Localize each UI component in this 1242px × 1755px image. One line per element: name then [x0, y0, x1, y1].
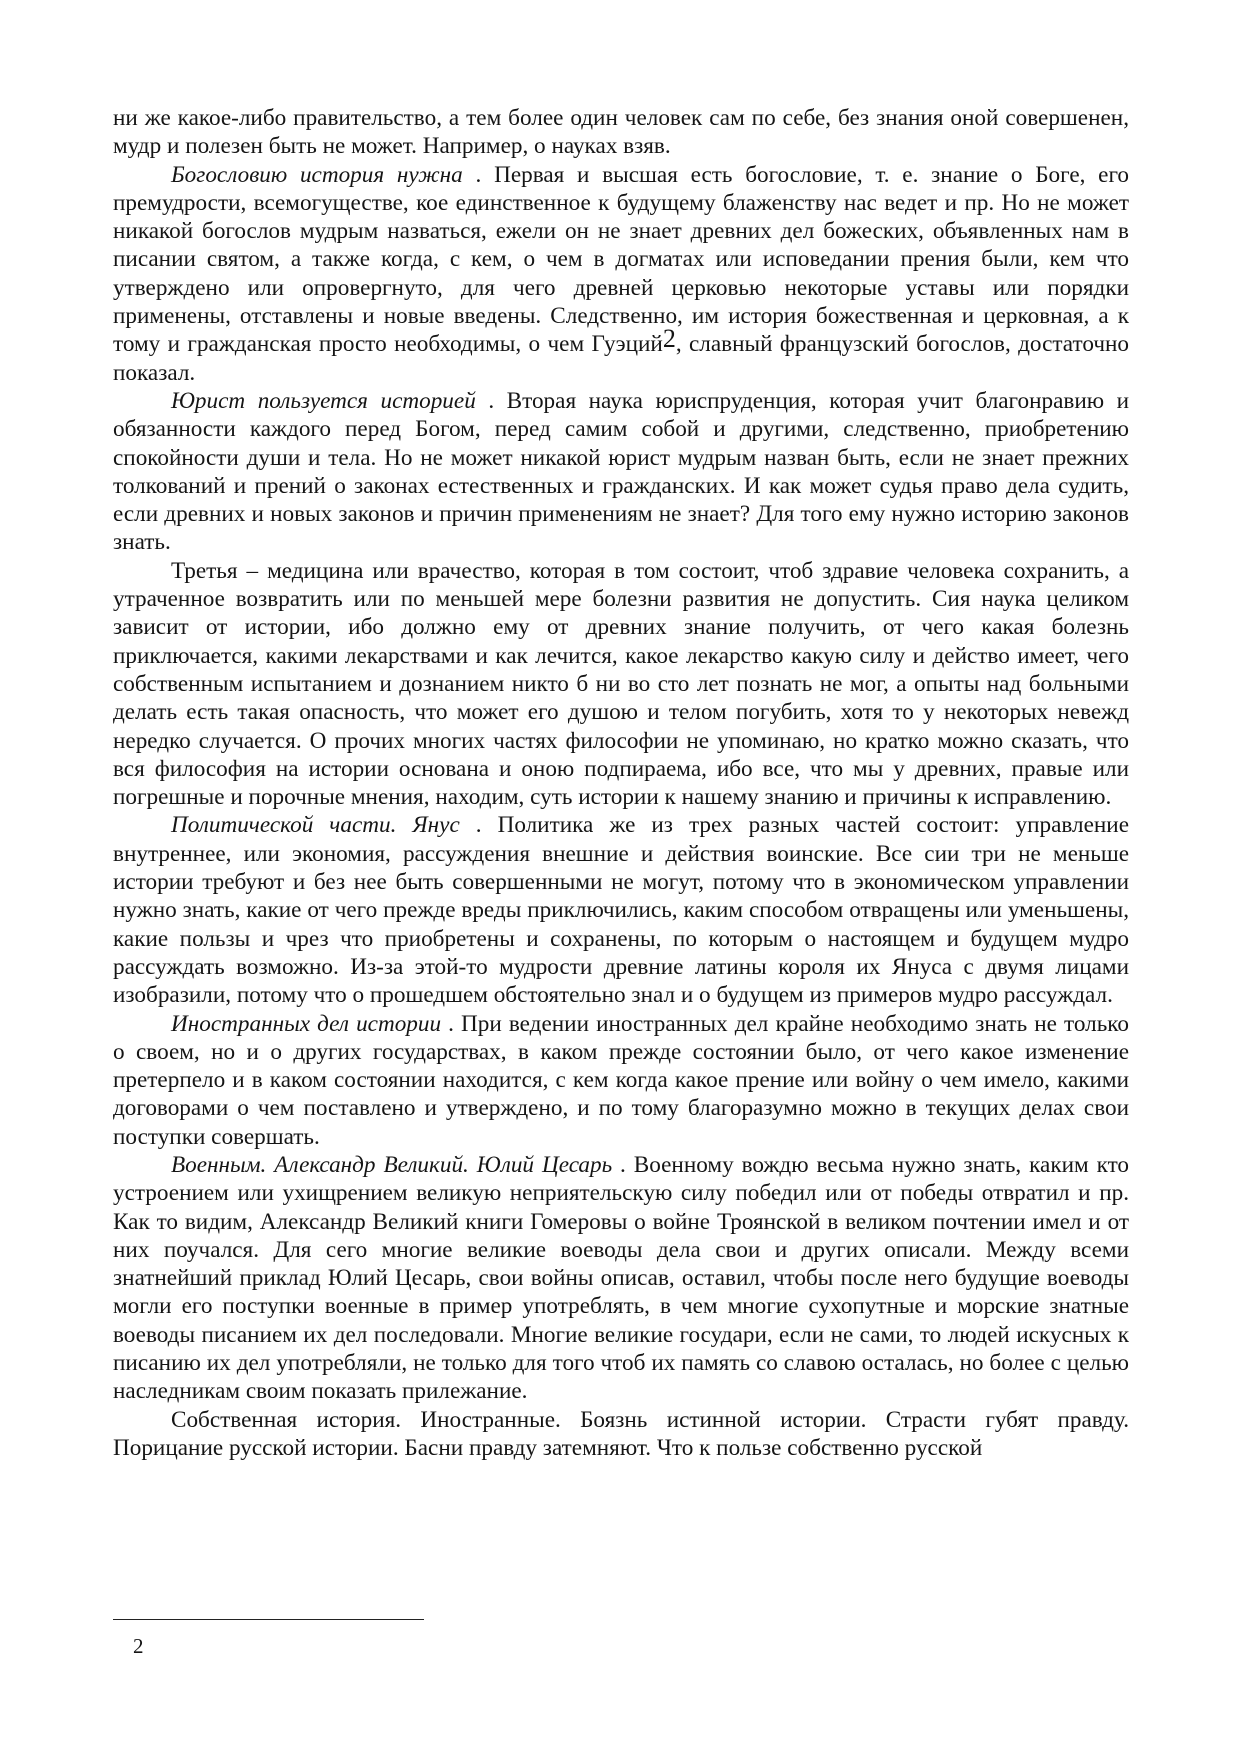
paragraph-text-after: , славный французский богослов, достаточно показал.: [113, 331, 1129, 386]
paragraph-heading: Политической части. Янус: [171, 812, 460, 839]
paragraph-own-history: [113, 1406, 1129, 1463]
footnote-separator: [113, 1619, 424, 1620]
paragraph-text: Собственная история. Иностранные. Боязнь истинной истории. Страсти губят правду. Порицание русской истории. Басни правду затемняют. Что к пользе собственно русской: [113, 1406, 1129, 1461]
paragraph-continuation: [113, 104, 1129, 161]
paragraph-medicine: [113, 557, 1129, 812]
paragraph-text: . Военному вождю весьма нужно знать, каким кто устроением или ухищрением великую неприятельскую силу победил или от победы отвратил и пр. Как то видим, Александр Великий книги Гомеровы о войне Троянской в великом почтении имел и от них поучался. Для сего многие великие воеводы дела свои и других описали. Между всеми знатнейший приклад Юлий Цесарь, свои войны описав, оставил, чтобы после него будущие воеводы могли его поступки военные в пример употреблять, в чем многие сухопутные и морские знатные воеводы писанием их дел последовали. Многие великие государи, если не сами, то людей искусных к писанию их дел употребляли, не только для того чтоб их память со славою осталась, но более с целью наследникам своим показать прилежание.: [113, 1151, 1129, 1405]
paragraph-text: ни же какое-либо правительство, а тем более один человек сам по себе, без знания оной совершенен, мудр и полезен быть не может. Например, о науках взяв.: [113, 105, 1129, 160]
footnote-number: 2: [133, 1634, 144, 1658]
paragraph-heading: Военным. Александр Великий. Юлий Цесарь: [171, 1151, 613, 1178]
paragraph-military: [113, 1151, 1129, 1406]
paragraph-heading: Иностранных дел истории: [171, 1010, 442, 1037]
paragraph-text: . Вторая наука юриспруденция, которая учит благонравию и обязанности каждого перед Богом, перед самим собой и другими, следственно, приобретению спокойности души и тела. Но не может никакой юрист мудрым назван быть, если не знает прежних толкований и прений о законах естественных и гражданских. И как может судья право дела судить, если древних и новых законов и причин применениям не знает? Для того ему нужно историю законов знать.: [113, 387, 1130, 556]
body-text: [113, 104, 1129, 1462]
paragraph-jurisprudence: [113, 387, 1129, 557]
footnote: [133, 1634, 144, 1658]
paragraph-text: . При ведении иностранных дел крайне необходимо знать не только о своем, но и о других государствах, в каком прежде состоянии было, от чего какое изменение претерпело и в каком состоянии находится, с кем когда какое прение или войну о чем имело, какими договорами о чем поставлено и утверждено, и по тому благоразумно можно в текущих делах свои поступки совершать.: [113, 1010, 1129, 1150]
paragraph-text: . Первая и высшая есть богословие, т. е. знание о Боге, его премудрости, всемогуществе, кое единственное к будущему блаженству нас ведет и пр. Но не может никакой богослов мудрым назваться, ежели он не знает древних дел божеских, объявленных нам в писании святом, а также когда, с кем, о чем в догматах или исповедании прения были, кем что утверждено или опровергнуто, для чего древней церковью некоторые уставы или порядки применены, отставлены и новые введены. Следственно, им история божественная и церковная, а к тому и гражданская просто необходимы, о чем Гуэций: [113, 161, 1129, 358]
paragraph-text: . Политика же из трех разных частей состоит: управление внутреннее, или экономия, рассуждения внешние и действия воинские. Все сии три не меньше истории требуют и без нее быть совершенными не могут, потому что в экономическом управлении нужно знать, какие от чего прежде вреды приключились, каким способом отвращены или уменьшены, какие пользы и чрез что приобретены и сохранены, по которым о настоящем и будущем мудро рассуждать возможно. Из-за этой-то мудрости древние латины короля их Януса с двумя лицами изобразили, потому что о прошедшем обстоятельно знал и о будущем из примеров мудро рассуждал.: [113, 812, 1129, 1009]
paragraph-politics: [113, 811, 1129, 1009]
paragraph-text: Третья – медицина или врачество, которая в том состоит, чтоб здравие человека сохранить, а утраченное возвратить или по меньшей мере болезни развития не допустить. Сия наука целиком зависит от истории, ибо должно ему от древних знание получить, от чего какая болезнь приключается, какими лекарствами и как лечится, какое лекарство какую силу и действо имеет, чего собственным испытанием и дознанием никто б ни во сто лет познать не мог, а опыты над больными делать есть такая опасность, что может его душою и телом погубить, хотя то у некоторых невежд нередко случается. О прочих многих частях философии не упоминаю, но кратко можно сказать, что вся философия на истории основана и оною подпираема, ибо все, что мы у древних, правые или погрешные и порочные мнения, находим, суть истории к нашему знанию и причины к исправлению.: [113, 557, 1129, 811]
paragraph-theology: [113, 161, 1129, 387]
paragraph-heading: Юрист пользуется историей: [171, 387, 476, 414]
footnote-reference[interactable]: 2: [662, 324, 676, 354]
paragraph-foreign-affairs: [113, 1010, 1129, 1151]
paragraph-heading: Богословию история нужна: [171, 161, 463, 188]
